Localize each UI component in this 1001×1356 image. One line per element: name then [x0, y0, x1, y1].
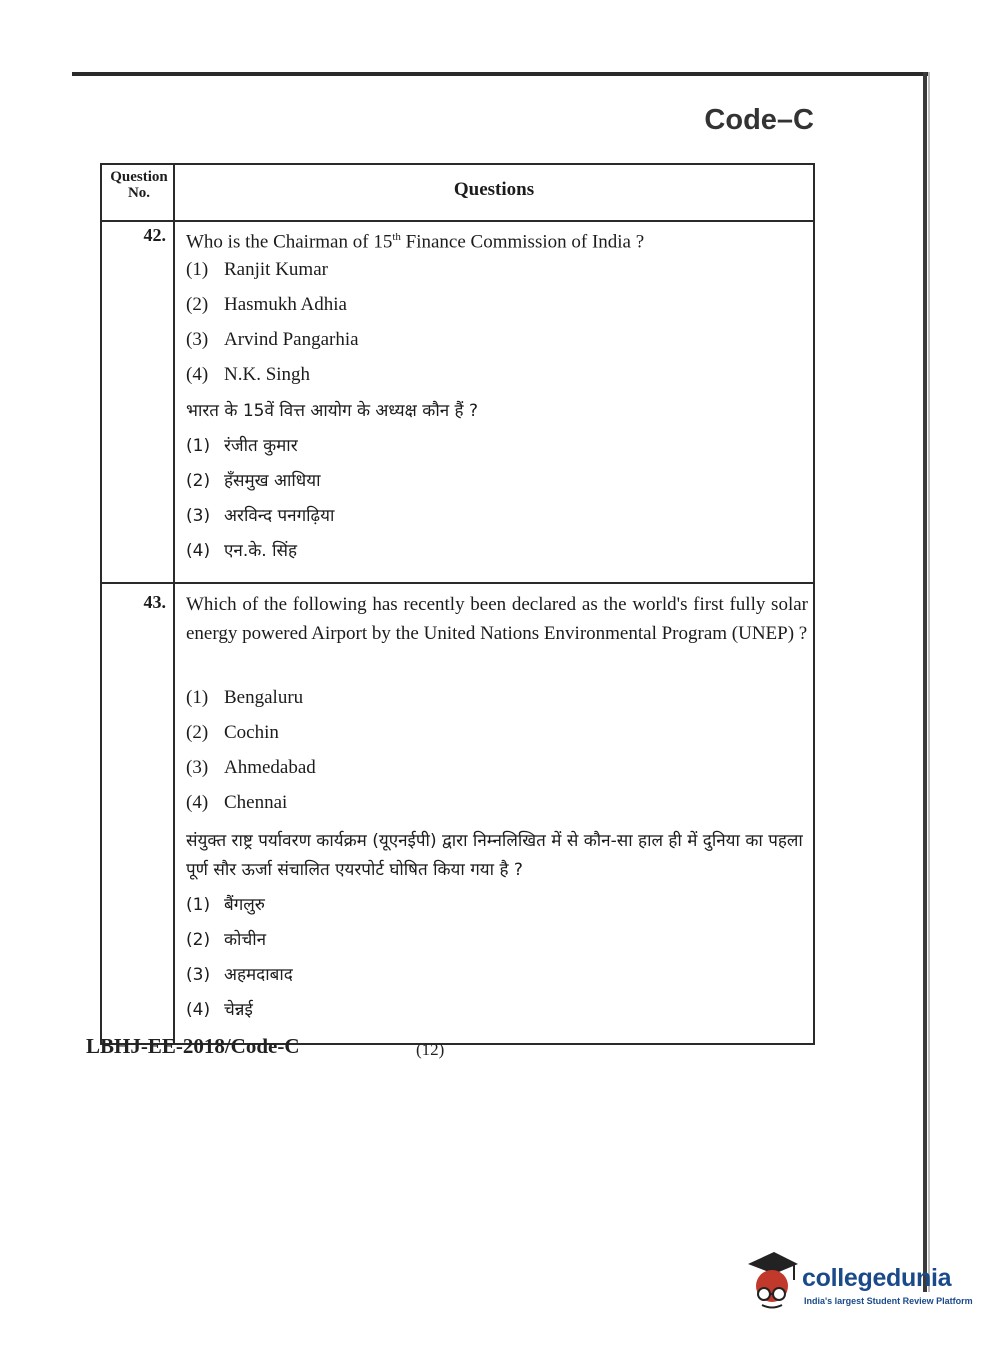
top-rule	[72, 72, 928, 76]
option-en: (2) Hasmukh Adhia	[186, 294, 347, 315]
question-text-hi: भारत के 15वें वित्त आयोग के अध्यक्ष कौन हैं ?	[186, 401, 479, 421]
logo-wordmark: collegedunia	[802, 1264, 952, 1292]
question-table	[100, 163, 815, 1045]
paper-code: Code–C	[704, 104, 814, 136]
mascot-icon	[744, 1250, 800, 1312]
column-divider	[173, 165, 175, 1043]
question-number: 43.	[143, 592, 166, 612]
question-text-hi: संयुक्त राष्ट्र पर्यावरण कार्यक्रम (यूएनईपी) द्वारा निम्नलिखित में से कौन-सा हाल ही में दुनिया का पहला पूर्ण सौर ऊर्जा संचालित एयरपोर्ट घोषित किया गया है ?	[186, 831, 803, 880]
question-text-en: Who is the Chairman of 15th Finance Commission of India ?	[186, 231, 645, 253]
logo-tagline: India's largest Student Review Platform	[804, 1296, 973, 1306]
question-text-en: Which of the following has recently been declared as the world's first fully solar energy powered Airport by the United Nations Environmental Program (UNEP) ?	[186, 594, 808, 644]
header-divider	[102, 220, 813, 222]
option-hi: (1) रंजीत कुमार	[186, 436, 298, 456]
option-hi: (3) अरविन्द पनगढ़िया	[186, 506, 335, 526]
option-en: (1) Bengaluru	[186, 687, 304, 708]
option-hi: (2) कोचीन	[186, 930, 267, 950]
option-en: (3) Ahmedabad	[186, 757, 316, 778]
row-divider	[102, 582, 813, 584]
option-hi: (3) अहमदाबाद	[186, 965, 293, 985]
option-en: (4) N.K. Singh	[186, 364, 311, 385]
page-number: (12)	[416, 1040, 445, 1059]
page-edge-shadow	[928, 72, 930, 1292]
option-en: (3) Arvind Pangarhia	[186, 329, 359, 350]
option-en: (4) Chennai	[186, 792, 288, 813]
option-hi: (1) बैंगलुरु	[186, 895, 265, 915]
option-en: (1) Ranjit Kumar	[186, 259, 328, 280]
question-number: 42.	[143, 225, 166, 245]
option-hi: (2) हँसमुख आधिया	[186, 471, 321, 491]
page-edge	[923, 72, 927, 1292]
option-hi: (4) चेन्नई	[186, 1000, 253, 1020]
option-en: (2) Cochin	[186, 722, 279, 743]
footer-paper-code: LBHJ-EE-2018/Code-C	[86, 1034, 300, 1058]
option-hi: (4) एन.के. सिंह	[186, 541, 298, 561]
question-no-header: Question No.	[110, 169, 168, 201]
questions-header: Questions	[453, 179, 535, 200]
collegedunia-logo	[744, 1250, 973, 1316]
